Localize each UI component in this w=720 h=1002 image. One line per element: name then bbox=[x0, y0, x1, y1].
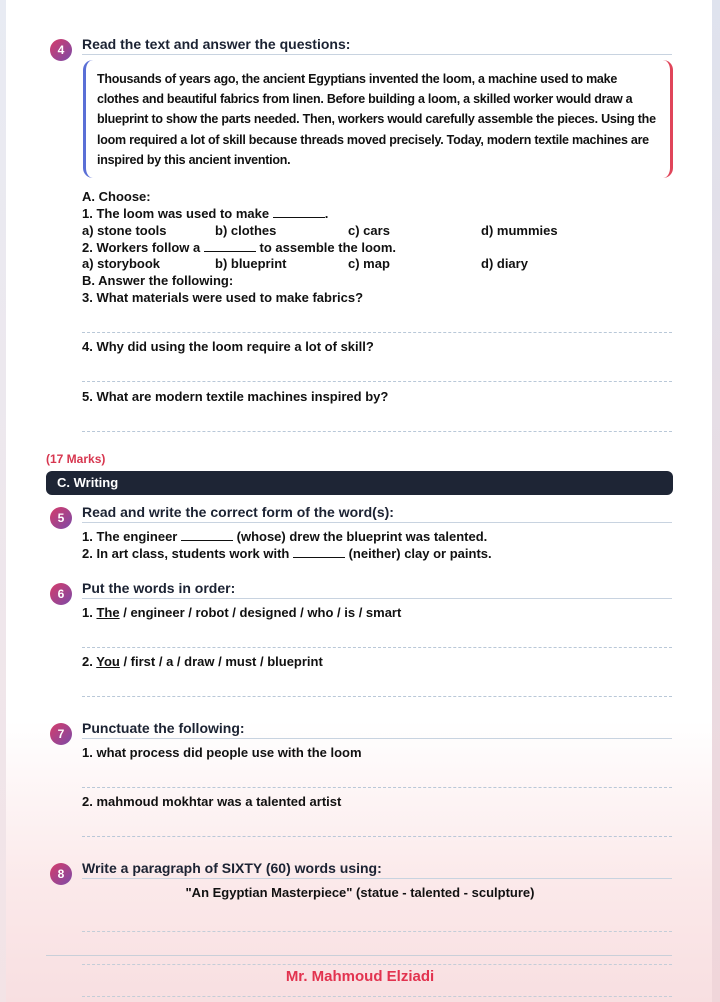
word-form-1-before: 1. The engineer bbox=[82, 529, 178, 544]
writing-section-header: C. Writing bbox=[46, 471, 673, 495]
question-4-heading: Read the text and answer the questions: bbox=[82, 36, 351, 52]
word-form-2-before: 2. In art class, students work with bbox=[82, 546, 290, 561]
answer-line-4[interactable] bbox=[82, 381, 672, 382]
mcq-2-option-d[interactable]: d) diary bbox=[481, 256, 528, 271]
punctuate-2-answer-line[interactable] bbox=[82, 836, 672, 837]
word-order-1-first-word: The bbox=[96, 605, 120, 620]
word-form-1-after: (whose) drew the blueprint was talented. bbox=[236, 529, 488, 544]
mcq-2-option-b[interactable]: b) blueprint bbox=[215, 256, 287, 271]
footer-rule bbox=[46, 955, 672, 956]
question-7-badge: 7 bbox=[50, 723, 72, 745]
question-6-heading-rule bbox=[82, 598, 672, 599]
mcq-2-stem-before: 2. Workers follow a bbox=[82, 240, 201, 255]
mcq-1-stem-before: 1. The loom was used to make bbox=[82, 206, 270, 221]
mcq-2-stem-after: to assemble the loom. bbox=[259, 240, 397, 255]
paragraph-answer-line-2[interactable] bbox=[82, 964, 672, 965]
paragraph-prompt: "An Egyptian Masterpiece" (statue - talented - sculpture) bbox=[185, 885, 535, 900]
word-order-2-first-word: You bbox=[96, 654, 120, 669]
question-5-heading: Read and write the correct form of the word(s): bbox=[82, 504, 394, 520]
answer-line-3[interactable] bbox=[82, 332, 672, 333]
question-6-badge: 6 bbox=[50, 583, 72, 605]
question-8-badge: 8 bbox=[50, 863, 72, 885]
mcq-1-option-d[interactable]: d) mummies bbox=[481, 223, 558, 238]
question-6-heading: Put the words in order: bbox=[82, 580, 236, 596]
punctuate-1: 1. what process did people use with the loom bbox=[82, 745, 362, 760]
word-form-2-blank[interactable] bbox=[293, 546, 345, 558]
question-5-heading-rule bbox=[82, 522, 672, 523]
mcq-2-stem bbox=[82, 240, 396, 255]
word-order-2-answer-line[interactable] bbox=[82, 696, 672, 697]
part-b-label: B. Answer the following: bbox=[82, 273, 234, 288]
mcq-1-stem-after: . bbox=[324, 206, 329, 221]
question-8-heading-rule bbox=[82, 878, 672, 879]
word-form-2-after: (neither) clay or paints. bbox=[348, 546, 492, 561]
mcq-1-stem bbox=[82, 206, 328, 221]
question-8-heading: Write a paragraph of SIXTY (60) words using: bbox=[82, 860, 382, 876]
part-a-label: A. Choose: bbox=[82, 189, 151, 204]
word-form-1-blank[interactable] bbox=[181, 529, 233, 541]
word-order-2 bbox=[82, 654, 323, 669]
paragraph-answer-line-3[interactable] bbox=[82, 996, 672, 997]
answer-line-5[interactable] bbox=[82, 431, 672, 432]
mcq-2-blank[interactable] bbox=[204, 240, 256, 252]
mcq-1-option-c[interactable]: c) cars bbox=[348, 223, 390, 238]
mcq-2-option-a[interactable]: a) storybook bbox=[82, 256, 161, 271]
reading-passage: Thousands of years ago, the ancient Egyptians invented the loom, a machine used to make clothes and beautiful fabrics from linen. Before building a loom, a skilled worker would draw a blueprint to show the parts needed. Then, workers would carefully assemble the pieces. Using the loom required a lot of skill because threads moved precisely. Today, modern textile machines are inspired by this ancient invention. bbox=[83, 60, 673, 178]
page-edge-left bbox=[0, 0, 6, 1002]
word-order-1-number: 1. bbox=[82, 605, 93, 620]
word-form-1 bbox=[82, 529, 487, 544]
punctuate-1-answer-line[interactable] bbox=[82, 787, 672, 788]
page-edge-right bbox=[712, 0, 720, 1002]
mcq-1-blank[interactable] bbox=[273, 206, 325, 218]
question-4-badge: 4 bbox=[50, 39, 72, 61]
mcq-1-option-a[interactable]: a) stone tools bbox=[82, 223, 167, 238]
question-7-heading-rule bbox=[82, 738, 672, 739]
word-order-2-number: 2. bbox=[82, 654, 93, 669]
question-4-heading-rule bbox=[82, 54, 672, 55]
marks-label: (17 Marks) bbox=[46, 452, 106, 466]
word-order-1-answer-line[interactable] bbox=[82, 647, 672, 648]
paragraph-answer-line-1[interactable] bbox=[82, 931, 672, 932]
question-5-badge: 5 bbox=[50, 507, 72, 529]
word-order-1 bbox=[82, 605, 401, 620]
word-order-2-words: / first / a / draw / must / blueprint bbox=[123, 654, 323, 669]
author-footer: Mr. Mahmoud Elziadi bbox=[285, 968, 435, 985]
word-form-2 bbox=[82, 546, 492, 561]
question-5-text: 5. What are modern textile machines inspired by? bbox=[82, 389, 389, 404]
word-order-1-words: / engineer / robot / designed / who / is / smart bbox=[123, 605, 402, 620]
mcq-2-option-c[interactable]: c) map bbox=[348, 256, 390, 271]
question-7-heading: Punctuate the following: bbox=[82, 720, 245, 736]
question-3-text: 3. What materials were used to make fabrics? bbox=[82, 290, 364, 305]
punctuate-2: 2. mahmoud mokhtar was a talented artist bbox=[82, 794, 342, 809]
question-4-text: 4. Why did using the loom require a lot of skill? bbox=[82, 339, 374, 354]
mcq-1-option-b[interactable]: b) clothes bbox=[215, 223, 277, 238]
